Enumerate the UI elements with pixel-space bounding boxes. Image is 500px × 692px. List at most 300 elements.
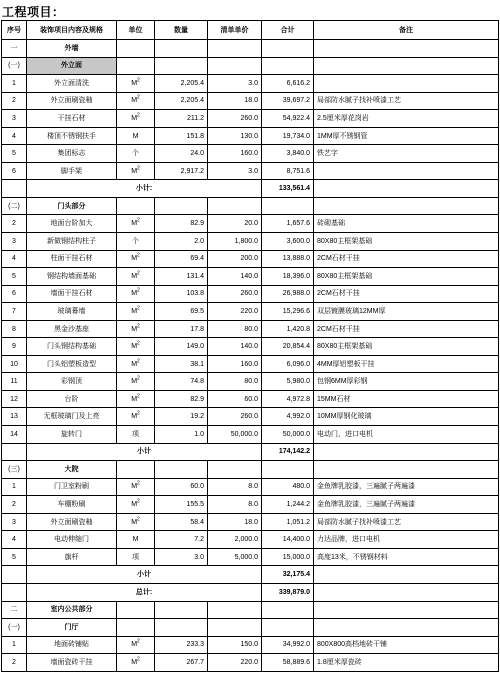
unit-price: 130.0 — [208, 127, 262, 145]
line-total: 4,972.8 — [262, 390, 314, 408]
unit: M — [131, 220, 138, 228]
unit-cell — [117, 426, 155, 444]
unit-cell — [117, 215, 155, 233]
remark — [314, 162, 499, 180]
table-body — [2, 40, 499, 672]
item-name: 钢结构墙面基础 — [27, 268, 117, 286]
unit-cell — [117, 268, 155, 286]
section-row — [2, 601, 499, 619]
section-row — [2, 57, 499, 75]
line-total: 50,000.0 — [262, 426, 314, 444]
unit-price: 260.0 — [208, 408, 262, 426]
section-title: 外墙 — [27, 40, 117, 58]
unit-price: 140.0 — [208, 268, 262, 286]
table-row — [2, 250, 499, 268]
item-name: 柱面干挂石材 — [27, 250, 117, 268]
unit-cell — [117, 320, 155, 338]
quantity: 1.0 — [155, 426, 208, 444]
header-row — [2, 21, 499, 40]
header-item: 装饰项目内容及规格 — [27, 21, 117, 40]
remark: 局部防水腻子找补喷漆工艺 — [314, 513, 499, 531]
table-row — [2, 303, 499, 321]
line-total: 58,889.6 — [262, 654, 314, 672]
unit-cell — [117, 478, 155, 496]
unit-price: 200.0 — [208, 250, 262, 268]
item-name: 旗杆 — [27, 548, 117, 566]
table-row — [2, 215, 499, 233]
unit-price: 80.0 — [208, 320, 262, 338]
table-row — [2, 373, 499, 391]
section-row — [2, 40, 499, 58]
quantity: 2.0 — [155, 233, 208, 251]
table-row — [2, 355, 499, 373]
line-total: 1,244.2 — [262, 496, 314, 514]
row-no: 5 — [2, 268, 27, 286]
empty-cell — [208, 461, 262, 479]
page-title: 工程项目： — [2, 5, 65, 19]
remark: 力达品牌，进口电机 — [314, 531, 499, 549]
unit: M — [131, 325, 138, 333]
unit-superscript: 2 — [137, 270, 140, 277]
row-no: 2 — [2, 654, 27, 672]
line-total: 26,988.0 — [262, 285, 314, 303]
item-name: 黑金沙基座 — [27, 320, 117, 338]
table-row — [2, 162, 499, 180]
remark: 2CM石材干挂 — [314, 320, 499, 338]
line-total: 3,600.0 — [262, 233, 314, 251]
empty-cell — [117, 619, 155, 637]
unit-cell — [117, 250, 155, 268]
unit: M — [131, 483, 138, 491]
quantity: 131.4 — [155, 268, 208, 286]
item-name: 地面砖铺贴 — [27, 636, 117, 654]
unit-price: 1,800.0 — [208, 233, 262, 251]
unit-price: 220.0 — [208, 654, 262, 672]
item-name: 集团标志 — [27, 145, 117, 163]
empty-cell — [117, 57, 155, 75]
item-name: 墙面瓷砖干挂 — [27, 654, 117, 672]
row-no: (三) — [2, 461, 27, 479]
empty-cell — [208, 57, 262, 75]
unit-price: 20.0 — [208, 215, 262, 233]
unit-price: 140.0 — [208, 338, 262, 356]
row-no: 3 — [2, 513, 27, 531]
line-total: 20,854.4 — [262, 338, 314, 356]
empty-cell — [314, 197, 499, 215]
table-row — [2, 285, 499, 303]
row-no: 2 — [2, 92, 27, 110]
empty-cell — [262, 57, 314, 75]
line-total: 14,400.0 — [262, 531, 314, 549]
line-total: 15,296.6 — [262, 303, 314, 321]
unit: M — [132, 536, 139, 544]
row-no: (一) — [2, 619, 27, 637]
line-total: 34,992.0 — [262, 636, 314, 654]
quantity: 7.2 — [155, 531, 208, 549]
unit-superscript: 2 — [137, 639, 140, 646]
row-no: 4 — [2, 250, 27, 268]
row-no: 1 — [2, 636, 27, 654]
empty-cell — [314, 443, 499, 461]
remark: 2.5厘米厚花岗岩 — [314, 110, 499, 128]
row-no: 3 — [2, 110, 27, 128]
table-row — [2, 426, 499, 444]
row-no: 5 — [2, 548, 27, 566]
subtotal-row — [2, 443, 499, 461]
empty-cell — [314, 566, 499, 584]
remark: 2CM石材干挂 — [314, 250, 499, 268]
unit-price: 50,000.0 — [208, 426, 262, 444]
unit-superscript: 2 — [137, 410, 140, 417]
unit-superscript: 2 — [137, 375, 140, 382]
empty-cell — [208, 197, 262, 215]
unit-superscript: 2 — [137, 305, 140, 312]
unit-price: 3.0 — [208, 162, 262, 180]
remark: 80X80主框架基础 — [314, 338, 499, 356]
unit: M — [131, 290, 138, 298]
unit-cell — [117, 338, 155, 356]
quantity: 211.2 — [155, 110, 208, 128]
empty-cell — [208, 40, 262, 58]
table-row — [2, 92, 499, 110]
empty-cell — [314, 40, 499, 58]
unit: M — [131, 307, 138, 315]
empty-cell — [155, 619, 208, 637]
empty-cell — [117, 461, 155, 479]
remark: 铁艺字 — [314, 145, 499, 163]
item-name: 车棚粉刷 — [27, 496, 117, 514]
item-name: 旋转门 — [27, 426, 117, 444]
item-name: 门卫室粉刷 — [27, 478, 117, 496]
unit: M — [131, 79, 138, 87]
subtotal-value: 133,561.4 — [262, 180, 314, 198]
unit-cell — [117, 636, 155, 654]
unit-price: 150.0 — [208, 636, 262, 654]
item-name: 干挂石材 — [27, 110, 117, 128]
table-row — [2, 110, 499, 128]
row-no: 8 — [2, 320, 27, 338]
line-total: 6,616.2 — [262, 75, 314, 93]
quantity: 69.5 — [155, 303, 208, 321]
unit-price: 5,000.0 — [208, 548, 262, 566]
remark: 1.8厘米厚瓷砖 — [314, 654, 499, 672]
unit-cell — [117, 110, 155, 128]
section-row — [2, 619, 499, 637]
row-no: 5 — [2, 145, 27, 163]
unit: M — [131, 97, 138, 105]
quotation-table — [1, 20, 499, 672]
empty-cell — [2, 583, 27, 601]
unit-superscript: 2 — [137, 393, 140, 400]
unit-cell — [117, 513, 155, 531]
empty-cell — [155, 461, 208, 479]
unit-superscript: 2 — [137, 77, 140, 84]
empty-cell — [155, 197, 208, 215]
empty-cell — [117, 197, 155, 215]
remark: 金鱼牌乳胶漆，三遍腻子两遍漆 — [314, 478, 499, 496]
remark: 10MM厚钢化玻璃 — [314, 408, 499, 426]
empty-cell — [314, 619, 499, 637]
unit-price: 220.0 — [208, 303, 262, 321]
row-no: 2 — [2, 215, 27, 233]
unit-superscript: 2 — [137, 95, 140, 102]
header-price: 清单单价 — [208, 21, 262, 40]
table-row — [2, 145, 499, 163]
unit: 个 — [132, 237, 139, 245]
line-total: 54,922.4 — [262, 110, 314, 128]
table-row — [2, 548, 499, 566]
unit: M — [131, 360, 138, 368]
unit-cell — [117, 127, 155, 145]
item-name: 门头钢结构基础 — [27, 338, 117, 356]
unit: 项 — [132, 430, 139, 438]
unit-price: 8.0 — [208, 496, 262, 514]
unit-cell — [117, 75, 155, 93]
unit: M — [131, 167, 138, 175]
quantity: 69.4 — [155, 250, 208, 268]
quantity: 58.4 — [155, 513, 208, 531]
unit-cell — [117, 531, 155, 549]
remark: 金鱼牌乳胶漆，三遍腻子两遍漆 — [314, 496, 499, 514]
remark: 2CM石材干挂 — [314, 285, 499, 303]
item-name: 楼顶不锈钢扶手 — [27, 127, 117, 145]
unit: M — [131, 272, 138, 280]
unit-price: 80.0 — [208, 373, 262, 391]
table-row — [2, 390, 499, 408]
remark — [314, 75, 499, 93]
table-row — [2, 75, 499, 93]
quantity: 3.0 — [155, 548, 208, 566]
quantity: 38.1 — [155, 355, 208, 373]
unit-cell — [117, 408, 155, 426]
unit-superscript: 2 — [137, 358, 140, 365]
row-no: 9 — [2, 338, 27, 356]
unit-superscript: 2 — [137, 253, 140, 259]
subtotal-value: 32,175.4 — [262, 566, 314, 584]
item-name: 玻璃幕墙 — [27, 303, 117, 321]
unit: 个 — [132, 150, 139, 158]
subtotal-row — [2, 180, 499, 198]
header-qty: 数量 — [155, 21, 208, 40]
header-no: 序号 — [2, 21, 27, 40]
unit-price: 160.0 — [208, 145, 262, 163]
unit: M — [131, 658, 138, 666]
unit-cell — [117, 92, 155, 110]
empty-cell — [314, 461, 499, 479]
empty-cell — [208, 601, 262, 619]
table-row — [2, 478, 499, 496]
unit-superscript: 2 — [137, 340, 140, 347]
table-row — [2, 268, 499, 286]
line-total: 1,420.8 — [262, 320, 314, 338]
line-total: 15,000.0 — [262, 548, 314, 566]
quantity: 60.0 — [155, 478, 208, 496]
table-row — [2, 320, 499, 338]
quantity: 82.9 — [155, 390, 208, 408]
empty-cell — [262, 40, 314, 58]
unit: M — [131, 500, 138, 508]
quantity: 17.8 — [155, 320, 208, 338]
unit: M — [131, 378, 138, 386]
table-row — [2, 531, 499, 549]
quantity: 2,205.4 — [155, 92, 208, 110]
empty-cell — [2, 180, 27, 198]
unit-price: 18.0 — [208, 92, 262, 110]
line-total: 1,657.6 — [262, 215, 314, 233]
table-row — [2, 127, 499, 145]
quantity: 149.0 — [155, 338, 208, 356]
unit-price: 2,000.0 — [208, 531, 262, 549]
item-name: 门头铝塑板造型 — [27, 355, 117, 373]
line-total: 13,888.0 — [262, 250, 314, 268]
remark: 80X80主框架基础 — [314, 268, 499, 286]
row-no: 12 — [2, 390, 27, 408]
unit-superscript: 2 — [137, 323, 140, 330]
section-title: 大院 — [27, 461, 117, 479]
row-no: 4 — [2, 531, 27, 549]
unit-price: 160.0 — [208, 355, 262, 373]
unit: M — [131, 641, 138, 649]
remark: 80X80主框架基础 — [314, 233, 499, 251]
quantity: 74.8 — [155, 373, 208, 391]
row-no: 1 — [2, 75, 27, 93]
section-title: 门头部分 — [27, 197, 117, 215]
unit: M — [132, 132, 139, 140]
remark: 局部防水腻子找补喷漆工艺 — [314, 92, 499, 110]
row-no: 10 — [2, 355, 27, 373]
unit-superscript: 2 — [137, 288, 140, 295]
quantity: 2,917.2 — [155, 162, 208, 180]
remark: 高度13米，不锈钢材料 — [314, 548, 499, 566]
unit-price: 260.0 — [208, 110, 262, 128]
row-no: 6 — [2, 162, 27, 180]
unit: M — [131, 343, 138, 351]
row-no: 6 — [2, 285, 27, 303]
unit-superscript: 2 — [137, 481, 140, 488]
line-total: 18,396.0 — [262, 268, 314, 286]
unit-cell — [117, 548, 155, 566]
row-no: 7 — [2, 303, 27, 321]
line-total: 5,980.0 — [262, 373, 314, 391]
unit: M — [131, 395, 138, 403]
unit-cell — [117, 390, 155, 408]
header-total: 合计 — [262, 21, 314, 40]
row-no: 14 — [2, 426, 27, 444]
row-no: 13 — [2, 408, 27, 426]
unit-cell — [117, 285, 155, 303]
quantity: 24.0 — [155, 145, 208, 163]
empty-cell — [155, 40, 208, 58]
item-name: 脚手架 — [27, 162, 117, 180]
unit-cell — [117, 496, 155, 514]
line-total: 4,992.0 — [262, 408, 314, 426]
line-total: 6,096.0 — [262, 355, 314, 373]
empty-cell — [262, 619, 314, 637]
line-total: 39,697.2 — [262, 92, 314, 110]
section-row — [2, 461, 499, 479]
empty-cell — [2, 443, 27, 461]
header-unit: 单位 — [117, 21, 155, 40]
section-title: 外立面 — [27, 57, 117, 75]
item-name: 外立面刷瓷釉 — [27, 92, 117, 110]
subtotal-row — [2, 583, 499, 601]
empty-cell — [262, 197, 314, 215]
item-name: 地面台阶加大 — [27, 215, 117, 233]
row-no: 11 — [2, 373, 27, 391]
subtotal-label: 小计 — [27, 566, 262, 584]
item-name: 无框玻璃门及上亮 — [27, 408, 117, 426]
quantity: 151.8 — [155, 127, 208, 145]
table-row — [2, 636, 499, 654]
remark: 砖砌基础 — [314, 215, 499, 233]
subtotal-value: 174,142.2 — [262, 443, 314, 461]
row-no: 一 — [2, 40, 27, 58]
empty-cell — [314, 57, 499, 75]
unit: M — [131, 114, 138, 122]
line-total: 8,751.6 — [262, 162, 314, 180]
empty-cell — [155, 57, 208, 75]
unit-cell — [117, 145, 155, 163]
quantity: 103.8 — [155, 285, 208, 303]
item-name: 新做钢结构柱子 — [27, 233, 117, 251]
unit: 项 — [132, 553, 139, 561]
table-row — [2, 654, 499, 672]
unit-cell — [117, 373, 155, 391]
table-row — [2, 408, 499, 426]
remark: 800X800高档地砖干铺 — [314, 636, 499, 654]
row-no: 3 — [2, 233, 27, 251]
item-name: 台阶 — [27, 390, 117, 408]
unit-superscript: 2 — [137, 656, 140, 663]
section-title: 室内公共部分 — [27, 601, 117, 619]
item-name: 墙面干挂石材 — [27, 285, 117, 303]
subtotal-row — [2, 566, 499, 584]
section-title: 门厅 — [27, 619, 117, 637]
quantity: 2,205.4 — [155, 75, 208, 93]
row-no: 2 — [2, 496, 27, 514]
table-row — [2, 513, 499, 531]
remark: 包钢6MM厚彩钢 — [314, 373, 499, 391]
row-no: 1 — [2, 478, 27, 496]
unit-price: 60.0 — [208, 390, 262, 408]
unit: M — [131, 413, 138, 421]
empty-cell — [155, 601, 208, 619]
unit-price: 8.0 — [208, 478, 262, 496]
remark: 4MM厚铝塑板干挂 — [314, 355, 499, 373]
table-row — [2, 496, 499, 514]
empty-cell — [2, 566, 27, 584]
header-note: 备注 — [314, 21, 499, 40]
remark: 电动门，进口电机 — [314, 426, 499, 444]
row-no: (一) — [2, 57, 27, 75]
item-name: 彩钢顶 — [27, 373, 117, 391]
subtotal-label: 小计: — [27, 180, 262, 198]
row-no: (二) — [2, 197, 27, 215]
unit-price: 3.0 — [208, 75, 262, 93]
subtotal-label: 总计: — [27, 583, 262, 601]
item-name: 电动伸缩门 — [27, 531, 117, 549]
unit-superscript: 2 — [137, 516, 140, 523]
unit-superscript: 2 — [137, 165, 140, 172]
line-total: 19,734.0 — [262, 127, 314, 145]
table-row — [2, 338, 499, 356]
line-total: 1,051.2 — [262, 513, 314, 531]
table-row — [2, 233, 499, 251]
remark: 15MM石材 — [314, 390, 499, 408]
line-total: 3,840.0 — [262, 145, 314, 163]
unit-cell — [117, 162, 155, 180]
section-row — [2, 197, 499, 215]
